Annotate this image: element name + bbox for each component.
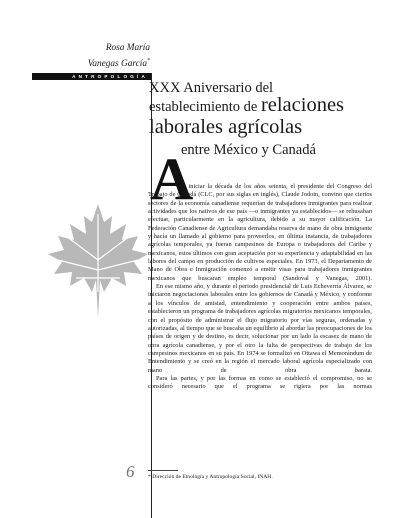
author-name-line1: Rosa María [105,43,150,53]
drop-cap: A [150,146,194,212]
footnote-marker: * [147,58,150,64]
author-name-line2: Vanegas García* [87,58,150,70]
article-body [148,183,372,392]
title-line3: laborales agrícolas [149,116,303,138]
body-paragraph-1: l iniciar la década de los años setenta, el presidente del Congreso del Trabajo de Canadá (CLC, por sus siglas en inglés), Claude Jodoin, convino que ciertos sectores de la economía canadiense requerían de trabajadores inmigrantes para realizar actividades que los nativos de ese país —o inmigrantes ya establecidos— se rehusaban efectuar, particularmente en la agricultura, debido a su mayor calificación. La Federación Canadiense de Agricultura demandaba reserva de mano de obra inmigrante y hacía un llamado al gobierno para proveerlos, en última instancia, de trabajadores agrícolas temporales, ya fueran campesinos de Europa o trabajadores del Caribe y mexicanos, estos últimos con gran aceptación por su experiencia y adaptabilidad en las labores del campo en producción de cultivos especiales. En 1973, el Departamento de Mano de Obra e Inmigración comenzó a emitir visas para trabajadores inmigrantes mexicanos que buscaran empleo temporal (Sandoval y Vanegas, 2001). [148,183,372,282]
title-line2: establecimiento de relaciones [149,94,345,116]
body-paragraph-2: En ese mismo año, y durante el periodo presidencial de Luis Echeverría Álvarez, se iniciaron negociaciones laborales entre los gobiernos de Canadá y México, y conforme a los vínculos de amistad, entendimiento y cooperación entre ambos países, establecieron un programa de trabajadores agrícolas migratorios mexicanos temporales, con el propósito de administrar el flujo migratorio por vías seguras, ordenadas y autorizadas, al tiempo que se buscaba un equilibrio al abordar las preocupaciones de los países de origen y de destino, es decir, solucionar por un lado la escasez de mano de obra agrícola canadiense, y por el otro la falta de perspectivas de trabajo de los campesinos mexicanos en su país. En 1974 se formalizó en Ottawa el Memorándum de Entendimiento y se creó en la región el mercado laboral agrícola especializado con mano de obra barata. [148,283,372,374]
section-label-bar: ANTROPOLOGÍA [32,73,152,80]
title-line1: XXX Aniversario del [149,80,274,96]
page-number: 6 [126,462,135,481]
maple-leaf-icon [38,200,158,320]
title-line4: entre México y Canadá [181,142,316,158]
footnote: * Dirección de Etnología y Antropología Social, INAH. [148,474,273,480]
footnote-rule [148,470,178,471]
body-paragraph-3: Para las partes, y por las formas en como se estableció el compromiso, no se consideró necesario que el programa se rigiera por las normas [148,374,372,391]
author-byline [76,42,150,71]
